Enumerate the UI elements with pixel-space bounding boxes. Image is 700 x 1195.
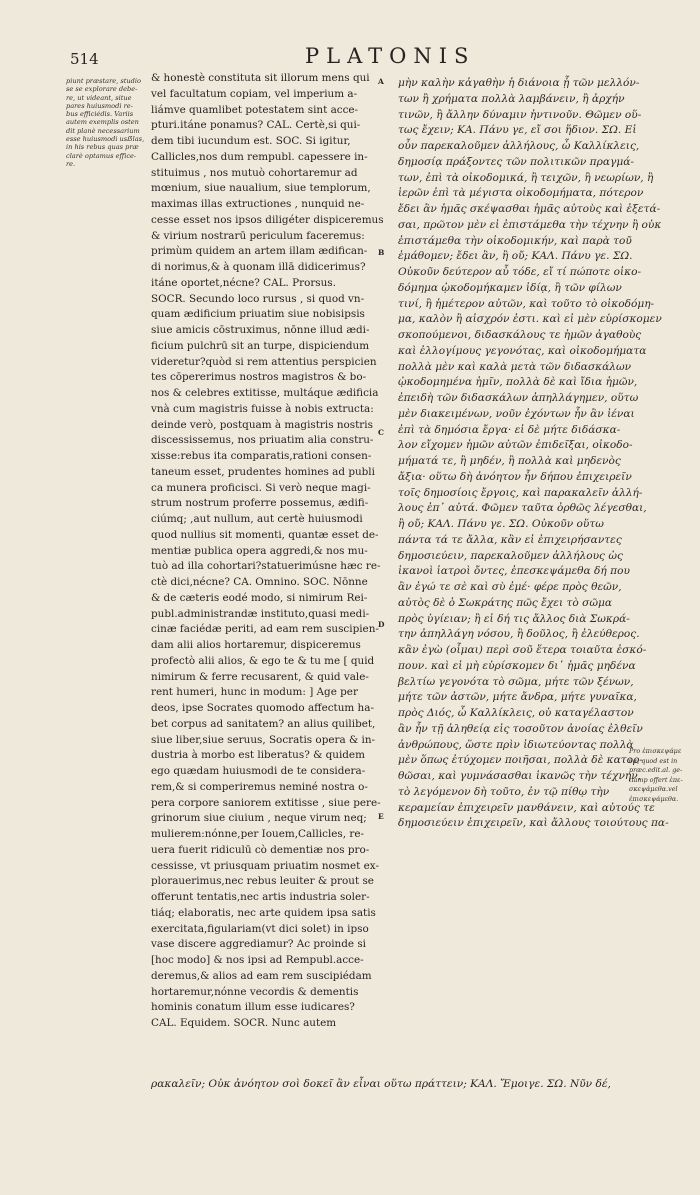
latin-column <box>151 71 384 1032</box>
greek-line: βελτίω γεγονότα τὸ σῶμα, μήτε τῶν ξένων, <box>398 675 634 688</box>
latin-line: SOCR. Secundo loco rursus , si quod vn- <box>151 292 365 305</box>
section-letter-d: D <box>378 620 385 629</box>
latin-line: dustria à morbo est liberatus? & quidem <box>151 749 365 762</box>
note-line: σκεψάμεθα.vel <box>629 785 678 793</box>
latin-line: tes cōpererimus nostros magistros & bo- <box>151 371 367 384</box>
latin-line: & virium nostrarū periculum faceremus: <box>151 229 365 242</box>
note-line: Pro ἐπισκεψάμε <box>629 747 682 755</box>
note-line: ἐπισκεψάμεθα. <box>629 794 679 803</box>
latin-line: publ.administrandæ instituto,quasi medi- <box>151 607 370 620</box>
latin-line: vase discere aggrediamur? Ac proinde si <box>151 938 366 951</box>
latin-line: grinorum siue ciuium , neque virum neq; <box>151 812 367 825</box>
gloss-line: dit planè necessarium <box>66 126 140 135</box>
latin-line: videretur?quòd si rem attentius perspicien <box>151 355 377 368</box>
latin-line: hortaremur,nónne vecordis & dementis <box>151 985 359 998</box>
gloss-line: bus efficiédis. Variis <box>66 110 134 119</box>
latin-line: pturi.itáne ponamus? CAL. Certè,si qui- <box>151 119 361 132</box>
greek-line: ἂν ἦν τῇ ἀληθείᾳ εἰς τοσοῦτον ἀνοίας ἐλθεῖν <box>398 722 643 735</box>
greek-line: δόμημα ᾠκοδομήκαμεν ἰδίᾳ, ἢ τῶν φίλων <box>398 281 622 294</box>
section-letter-b: B <box>378 248 385 257</box>
greek-line: οὖν παρεκαλοῦμεν ἀλλήλους, ὦ Καλλίκλεις, <box>398 140 640 152</box>
note-line: tiamp offert ἐπε- <box>629 775 683 784</box>
latin-line: siue amicis cōstruximus, nōnne illud ædi- <box>151 324 370 336</box>
greek-line: μα, καλὸν ἢ αἰσχρόν ἐστι. καὶ εἰ μὲν εὑρίσκομεν <box>398 313 662 326</box>
greek-line: ἱκανοὶ ἰατροὶ ὄντες, ἐπεσκεψάμεθα δή που <box>398 565 630 578</box>
latin-line: xisse:rebus ita comparatis,rationi consen- <box>151 450 372 462</box>
greek-line: ἐπὶ τὰ δημόσια ἔργα· εἰ δὲ μήτε διδάσκα- <box>398 423 621 436</box>
latin-line: strum nostrum proferre possemus, ædifi- <box>151 497 369 510</box>
greek-line: πολλὰ μὲν καὶ καλὰ μετὰ τῶν διδασκάλων <box>398 360 632 373</box>
latin-line: di norimus,& à quonam illā didicerimus? <box>151 261 366 273</box>
greek-line: των ἢ χρήματα πολλὰ λαμβάνειν, ἢ ἀρχήν <box>398 92 625 105</box>
greek-line: δημοσιεύειν, παρεκαλοῦμεν ἀλλήλους ὡς <box>398 549 623 562</box>
latin-line: discessissemus, nos priuatim alia constru- <box>151 434 374 447</box>
greek-line: μὴν καλὴν κἀγαθὴν ἡ διάνοια ᾖ τῶν μελλόν- <box>398 77 640 89</box>
greek-line: κἂν ἐγὼ (οἶμαι) περὶ σοῦ ἕτερα τοιαῦτα ἐσκό- <box>398 644 647 656</box>
greek-line: ἐπιστάμεθα τὴν οἰκοδομικήν, καὶ παρὰ τοῦ <box>398 234 632 247</box>
greek-line: μήματά τε, ἢ μηδέν, ἢ πολλὰ καὶ μηδενὸς <box>398 455 621 467</box>
latin-line: ctè dici,nécne? CA. Omnino. SOC. Nōnne <box>151 576 368 588</box>
latin-line: [hoc modo] & nos ipsi ad Rempubl.acce- <box>151 954 364 966</box>
left-margin-gloss <box>66 77 146 168</box>
latin-line: offerunt tentatis,nec artis industria soler- <box>151 891 370 903</box>
greek-line: λον εἴχομεν ἡμῶν αὐτῶν ἐπιδεῖξαι, οἰκοδο- <box>398 439 633 452</box>
greek-line: ἢ οὔ; ΚΑΛ. Πάνυ γε. ΣΩ. Οὐκοῦν οὕτω <box>398 518 604 530</box>
greek-line: σαι, πρῶτον μὲν εἰ ἐπιστάμεθα τὴν τέχνην ἢ οὐκ <box>398 218 662 231</box>
latin-line: siue liber,siue seruus, Socratis opera & in- <box>151 733 376 746</box>
greek-line: ἂν ἐγώ τε σὲ καὶ σὺ ἐμέ· φέρε πρὸς θεῶν, <box>398 581 622 593</box>
latin-line: cessisse, vt priusquam priuatim nosmet ex- <box>151 859 379 872</box>
greek-line: ἄξια· οὕτω δὴ ἀνόητον ἦν δήπου ἐπιχειρεῖν <box>398 470 632 483</box>
latin-line: nimirum & ferre recusarent, & quid vale- <box>151 670 369 683</box>
latin-line: rent humeri, hunc in modum: ] Age per <box>151 686 358 699</box>
greek-line: πουν. καὶ εἰ μὴ εὑρίσκομεν δι᾽ ἡμᾶς μηδένα <box>398 659 636 672</box>
latin-line: ciúmq; ,aut nullum, aut certè huiusmodi <box>151 513 363 525</box>
greek-line: μήτε τῶν ἀστῶν, μήτε ἄνδρα, μήτε γυναῖκα, <box>398 691 637 704</box>
greek-line: ἐπειδὴ τῶν διδασκάλων ἀπηλλάγημεν, οὕτω <box>398 392 639 404</box>
greek-closing-line: ρακαλεῖν; Οὐκ ἀνόητον σοὶ δοκεῖ ἂν εἶναι οὕτω πράττειν; ΚΑΛ. Ἔμοιγε. ΣΩ. Νῦν δέ, <box>151 1078 611 1090</box>
latin-line: tiáq; elaboratis, nec arte quidem ipsa satis <box>151 906 376 919</box>
latin-line: Callicles,nos dum rempubl. capessere in- <box>151 150 368 163</box>
latin-line: deremus,& alios ad eam rem suscipiédam <box>151 969 372 982</box>
section-letter-c: C <box>378 428 384 437</box>
latin-line: vnà cum magistris fuisse à nobis extructa: <box>151 402 374 415</box>
greek-line: μὲν ὅπως ἐτύχομεν ποιῆσαι, πολλὰ δὲ κατορ- <box>398 754 643 767</box>
greek-line: θῶσαι, καὶ γυμνάσασθαι ἱκανῶς τὴν τέχνην, <box>398 770 642 782</box>
latin-line: dem tibi iucundum est. SOC. Si igitur, <box>151 135 351 147</box>
latin-line: liámve quamlibet potestatem sint acce- <box>151 103 359 116</box>
latin-line: cesse esset nos ipsos diligéter dispiceremus <box>151 213 384 226</box>
greek-line: πάντα τά τε ἄλλα, κἂν εἰ ἐπιχειρήσαντες <box>398 533 622 546</box>
greek-line: πρὸς ὑγίειαν; ἢ εἰ δή τις ἄλλος διὰ Σωκρά- <box>398 612 630 625</box>
greek-line: σκοπούμενοι, διδασκάλους τε ἡμῶν ἀγαθοὺς <box>398 329 642 341</box>
latin-line: mentiæ publica opera aggredi,& nos mu- <box>151 544 368 557</box>
latin-line: rem,& si comperiremus neminé nostra o- <box>151 780 368 793</box>
gloss-line: esse huiusmodi usẞlas, <box>66 135 145 144</box>
gloss-line: re, ut videant, situe <box>66 93 132 102</box>
latin-line: bet corpus ad sanitatem? an alius quilibet, <box>151 717 376 730</box>
latin-line: quod nullius sit momenti, quantæ esset de- <box>151 528 379 541</box>
right-margin-variant-note <box>629 747 697 804</box>
gloss-line: piunt præstare, studio <box>66 77 141 85</box>
greek-line: τινῶν, ἢ ἄλλην δύναμιν ἡντινοῦν. Θῶμεν οὕ- <box>398 108 642 121</box>
latin-line: dam alii alios hortaremur, dispiceremus <box>151 639 361 651</box>
latin-line: exercitata,figulariam(vt dici solet) in ipso <box>151 922 369 935</box>
latin-line: & de cæteris eodé modo, si nimirum Rei- <box>151 591 368 604</box>
greek-line: πρὸς Διός, ὦ Καλλίκλεις, οὐ καταγέλαστον <box>398 707 634 719</box>
greek-line: κεραμείαν ἐπιχειρεῖν μανθάνειν, καὶ αὐτούς τε <box>398 801 655 814</box>
gloss-line: autem exemplis osten <box>66 118 139 127</box>
note-line: præc.edit.al. ge- <box>629 766 683 774</box>
latin-line: CAL. Equidem. SOCR. Nunc autem <box>151 1017 337 1029</box>
greek-line: ἔδει ἂν ἡμᾶς σκέψασθαι ἡμᾶς αὐτοὺς καὶ ἐξετά- <box>398 203 661 215</box>
greek-line: τως ἔχειν; ΚΑ. Πάνυ γε, εἴ σοι ἥδιον. ΣΩ. Εἰ <box>398 124 637 137</box>
greek-line: καὶ ἐλλογίμους γεγονότας, καὶ οἰκοδομήματα <box>398 344 647 357</box>
gloss-line: se se explorare debe- <box>66 85 138 94</box>
latin-line: & honestè constituta sit illorum mens qui <box>151 72 370 84</box>
page-number: 514 <box>70 50 99 68</box>
greek-line: δημοσιεύειν ἐπιχειρεῖν, καὶ ἄλλους τοιούτους πα- <box>398 817 669 830</box>
gloss-line: re. <box>66 159 76 168</box>
latin-line: uera fuerit ridiculū cò dementiæ nos pro- <box>151 843 370 856</box>
gloss-line: pares huiusmodi re- <box>66 101 133 110</box>
greek-line: ἐμάθομεν; ἔδει ἂν, ἢ οὔ; ΚΑΛ. Πάνυ γε. ΣΩ. <box>398 250 633 263</box>
greek-line: αὐτὸς δὲ ὁ Σωκράτης πῶς ἔχει τὸ σῶμα <box>398 596 613 609</box>
note-line: θα, quod est in <box>629 756 678 765</box>
greek-line: τὸ λεγόμενον δὴ τοῦτο, ἐν τῷ πίθῳ τὴν <box>398 785 610 798</box>
greek-line: μὲν διακειμένων, νοῦν ἐχόντων ἦν ἂν ἰέναι <box>398 407 635 420</box>
latin-line: stituimus , nos mutuò cohortaremur ad <box>151 166 358 179</box>
running-head: PLATONIS <box>305 44 476 68</box>
section-letter-e: E <box>378 812 384 821</box>
latin-line: hominis conatum illum esse iudicares? <box>151 1001 355 1014</box>
latin-line: ca munera proficisci. Si verò neque magi- <box>151 481 371 494</box>
latin-line: vel facultatum copiam, vel imperium a- <box>151 87 358 100</box>
latin-line: deos, ipse Socrates quomodo affectum ha- <box>151 702 374 714</box>
latin-line: profectò alii alios, & ego te & tu me [ quid <box>151 654 375 667</box>
greek-line: τοῖς δημοσίοις ἔργοις, καὶ παρακαλεῖν ἀλλή- <box>398 486 643 499</box>
greek-line: ἀνθρώπους, ὥστε πρὶν ἰδιωτεύοντας πολλὰ <box>398 738 634 751</box>
latin-line: mulierem:nónne,per Iouem,Callicles, re- <box>151 828 364 840</box>
latin-line: primùm quidem an artem illam ædifican- <box>151 245 368 258</box>
latin-line: quam ædificium priuatim siue nobisipsis <box>151 308 365 321</box>
latin-line: taneum esset, prudentes homines ad publi <box>151 465 375 478</box>
gloss-line: in his rebus quas præ <box>66 143 139 152</box>
latin-line: maximas illas extructiones , nunquid ne- <box>151 198 365 210</box>
greek-line: δημοσίᾳ πράξοντες τῶν πολιτικῶν πραγμά- <box>398 155 634 168</box>
latin-line: nos & celebres extitisse, multáque ædificia <box>151 387 379 399</box>
latin-line: pera corpore saniorem extitisse , siue pere- <box>151 796 381 809</box>
greek-line: λους ἐπ᾽ αὐτά. Φῶμεν ταῦτα ὀρθῶς λέγεσθαι, <box>398 502 647 515</box>
latin-line: plorauerimus,nec rebus leuiter & prout se <box>151 875 374 888</box>
latin-line: mœnium, siue naualium, siue templorum, <box>151 182 371 195</box>
greek-line: τινί, ἢ ἡμέτερον αὐτῶν, καὶ τοῦτο τὸ οἰκοδόμη- <box>398 297 655 310</box>
section-letter-a: A <box>378 77 384 86</box>
latin-line: cinæ faciédæ periti, ad eam rem suscipien- <box>151 623 379 636</box>
greek-line: Οὐκοῦν δεύτερον αὖ τόδε, εἴ τί πώποτε οἰκο- <box>398 266 642 278</box>
gloss-line: clarè optamus effice- <box>66 151 137 160</box>
latin-line: tuò ad illa cohortari?statuerimúsne hæc re- <box>151 560 381 573</box>
latin-line: itáne oportet,nécne? CAL. Prorsus. <box>151 276 336 289</box>
latin-line: ficium pulchrū sit an turpe, dispiciendum <box>151 339 370 352</box>
latin-line: deinde verò, postquam à magistris nostris <box>151 418 373 431</box>
greek-line: ἱερῶν ἐπὶ τὰ μέγιστα οἰκοδομήματα, πότερον <box>398 187 644 200</box>
greek-line: ᾠκοδομημένα ἡμῖν, πολλὰ δὲ καὶ ἴδια ἡμῶν, <box>398 376 638 389</box>
greek-line: την ἀπηλλάγη νόσου, ἢ δοῦλος, ἢ ἐλεύθερος. <box>398 628 640 641</box>
greek-line: των, ἐπὶ τὰ οἰκοδομικά, ἢ τειχῶν, ἢ νεωρίων, ἢ <box>398 171 654 184</box>
latin-line: ego quædam huiusmodi de te considera- <box>151 765 366 777</box>
